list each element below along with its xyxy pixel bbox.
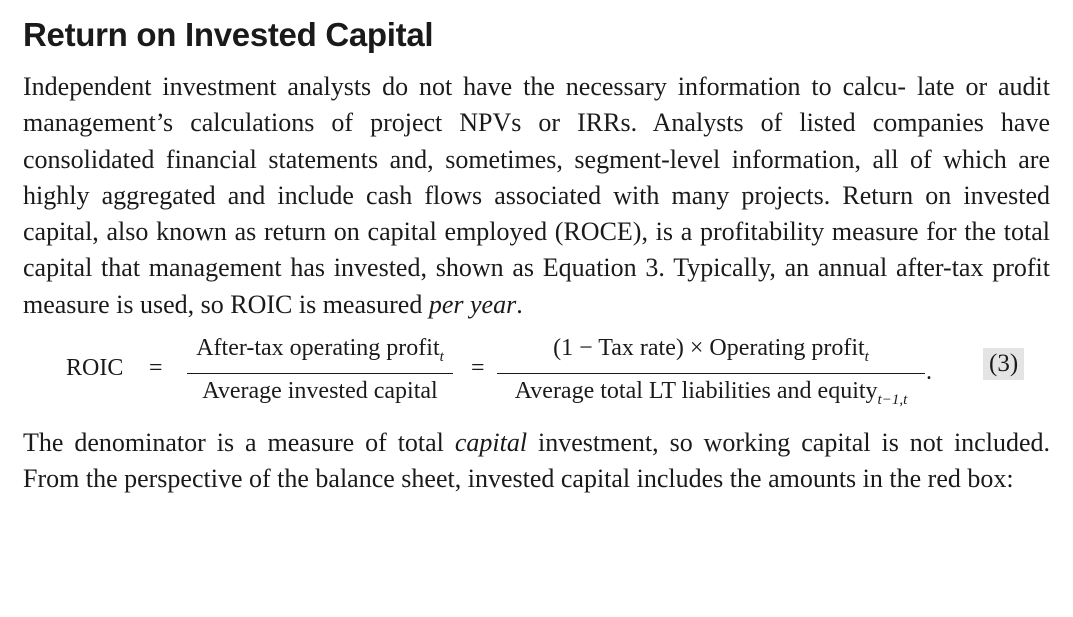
- fraction-1-denominator: Average invested capital: [202, 378, 438, 405]
- fraction-2-bar: [497, 373, 925, 374]
- fraction-1-bar: [187, 373, 453, 374]
- denominator-paragraph: [23, 425, 1050, 498]
- section-title: Return on Invested Capital: [23, 16, 434, 53]
- equation-lhs: ROIC: [66, 355, 124, 382]
- document-page: [23, 14, 1050, 498]
- fraction-1: [187, 333, 453, 406]
- denominator-text-start: The denominator is a measure of total: [23, 428, 455, 458]
- intro-line-1: Independent investment analysts do not have the necessary information to calcu-: [23, 72, 907, 101]
- intro-paragraph: [23, 69, 1050, 323]
- equals-sign-1: =: [149, 355, 163, 382]
- equation-number: (3): [983, 348, 1024, 380]
- intro-end: .: [516, 289, 523, 319]
- fraction-2-denominator-subscript: t−1,t: [877, 392, 908, 409]
- intro-emphasis: per year: [428, 289, 517, 319]
- fraction-2: [497, 333, 925, 415]
- fraction-1-numerator-subscript: t: [439, 349, 444, 366]
- fraction-2-denominator: [497, 376, 925, 415]
- fraction-2-numerator: [497, 333, 925, 372]
- denominator-emphasis: capital: [454, 428, 528, 458]
- intro-text: late or audit management’s calculations of project NPVs or IRRs. Analysts of listed companies have consolidated financial statements and, sometimes, segment-level information, all of which are highly aggregated and include cash flows associated with many projects. Return on invested capital, also known as return on capital employed (ROCE), is a profitability measure for the total capital that management has invested, shown as Equation 3. Typically, an annual after-tax profit measure is used, so ROIC is measured: [23, 72, 1050, 319]
- equation-period: .: [926, 359, 932, 386]
- fraction-2-numerator-text: (1 − Tax rate) × Operating profit: [553, 335, 865, 362]
- denominator-text-rest: investment, so working capital is not included. From the perspective of the balance sheet, invested capital includes the amounts in the red box:: [23, 428, 1050, 494]
- fraction-2-denominator-text: Average total LT liabilities and equity: [514, 378, 878, 405]
- roic-equation: [23, 329, 1050, 425]
- fraction-2-numerator-subscript: t: [864, 349, 869, 366]
- fraction-1-numerator: [187, 333, 453, 372]
- fraction-1-numerator-text: After-tax operating profit: [196, 335, 440, 362]
- equals-sign-2: =: [471, 355, 485, 382]
